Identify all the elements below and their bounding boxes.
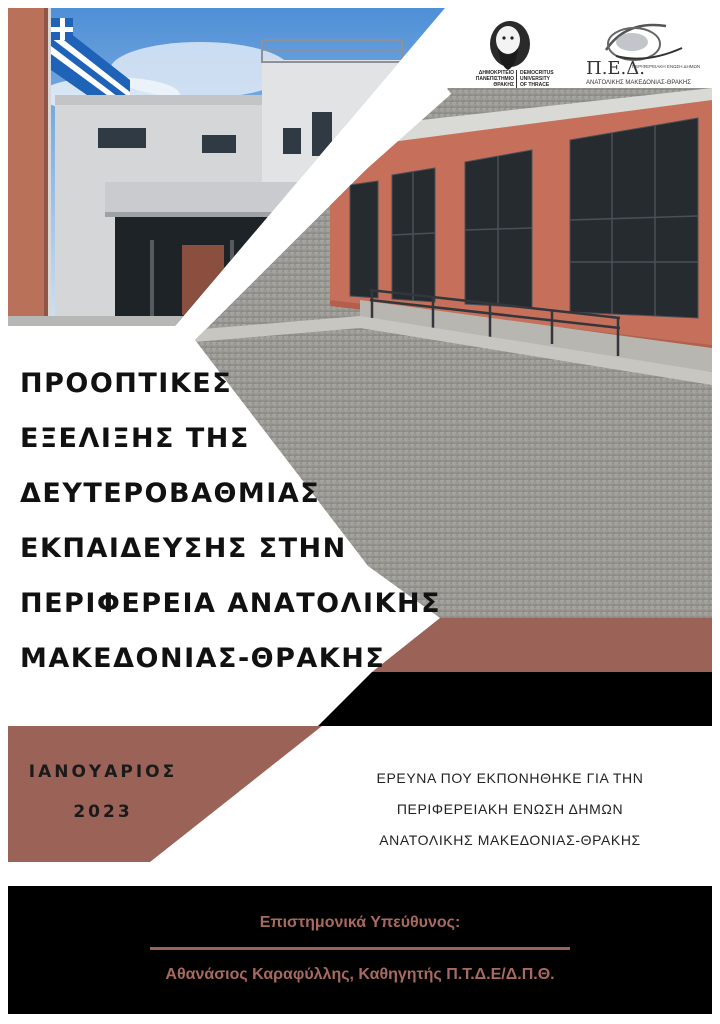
title-line-5: ΠΕΡΙΦΕΡΕΙΑ ΑΝΑΤΟΛΙΚΗΣ <box>20 588 442 619</box>
university-greek-line-3: ΘΡΑΚΗΣ <box>493 82 514 88</box>
title-line-3: ΔΕΥΤΕΡΟΒΑΘΜΙΑΣ <box>20 478 321 509</box>
university-english-line-1: DEMOCRITUS <box>520 70 554 76</box>
research-note-line-3: ΑΝΑΤΟΛΙΚΗΣ ΜΑΚΕΔΟΝΙΑΣ-ΘΡΑΚΗΣ <box>379 832 641 848</box>
title-line-6: ΜΑΚΕΔΟΝΙΑΣ-ΘΡΑΚΗΣ <box>20 643 386 674</box>
black-ribbon-right <box>318 672 712 726</box>
scientific-lead-name: Αθανάσιος Καραφύλλης, Καθηγητής Π.Τ.Δ.Ε/Δ.Π.Θ. <box>165 966 555 983</box>
date-month: ΙΑΝΟΥΑΡΙΟΣ <box>28 762 178 782</box>
university-logo <box>470 18 560 90</box>
research-note-line-1: ΕΡΕΥΝΑ ΠΟΥ ΕΚΠΟΝΗΘΗΚΕ ΓΙΑ ΤΗΝ <box>376 770 644 786</box>
union-logo <box>586 20 708 92</box>
university-greek-line-1: ΔΗΜΟΚΡΙΤΕΙΟ <box>478 70 514 76</box>
title-line-4: ΕΚΠΑΙΔΕΥΣΗΣ ΣΤΗΝ <box>20 533 347 564</box>
footer-band <box>8 886 712 1014</box>
scientific-lead-heading: Επιστημονικά Υπεύθυνος: <box>259 914 461 931</box>
university-english-line-2: UNIVERSITY <box>520 76 551 82</box>
union-subtitle-line-1: ΠΕΡΙΦΕΡΕΙΑΚΗ ΕΝΩΣΗ ΔΗΜΩΝ <box>632 64 701 69</box>
title-line-2: ΕΞΕΛΙΞΗΣ ΤΗΣ <box>20 423 250 454</box>
title-line-1: ΠΡΟΟΠΤΙΚΕΣ <box>20 368 233 399</box>
research-note-line-2: ΠΕΡΙΦΕΡΕΙΑΚΗ ΕΝΩΣΗ ΔΗΜΩΝ <box>396 801 624 817</box>
university-english-line-3: OF THRACE <box>520 82 550 88</box>
footer-divider <box>150 947 570 950</box>
union-acronym: Π.Ε.Δ. <box>586 58 646 79</box>
university-greek-line-2: ΠΑΝΕΠΙΣΤΗΜΙΟ <box>475 76 514 82</box>
brown-ribbon-right <box>372 618 712 672</box>
date-year: 2023 <box>73 802 133 822</box>
union-subtitle-line-2: ΑΝΑΤΟΛΙΚΗΣ ΜΑΚΕΔΟΝΙΑΣ-ΘΡΑΚΗΣ <box>586 80 691 86</box>
brown-band-left <box>8 726 322 862</box>
